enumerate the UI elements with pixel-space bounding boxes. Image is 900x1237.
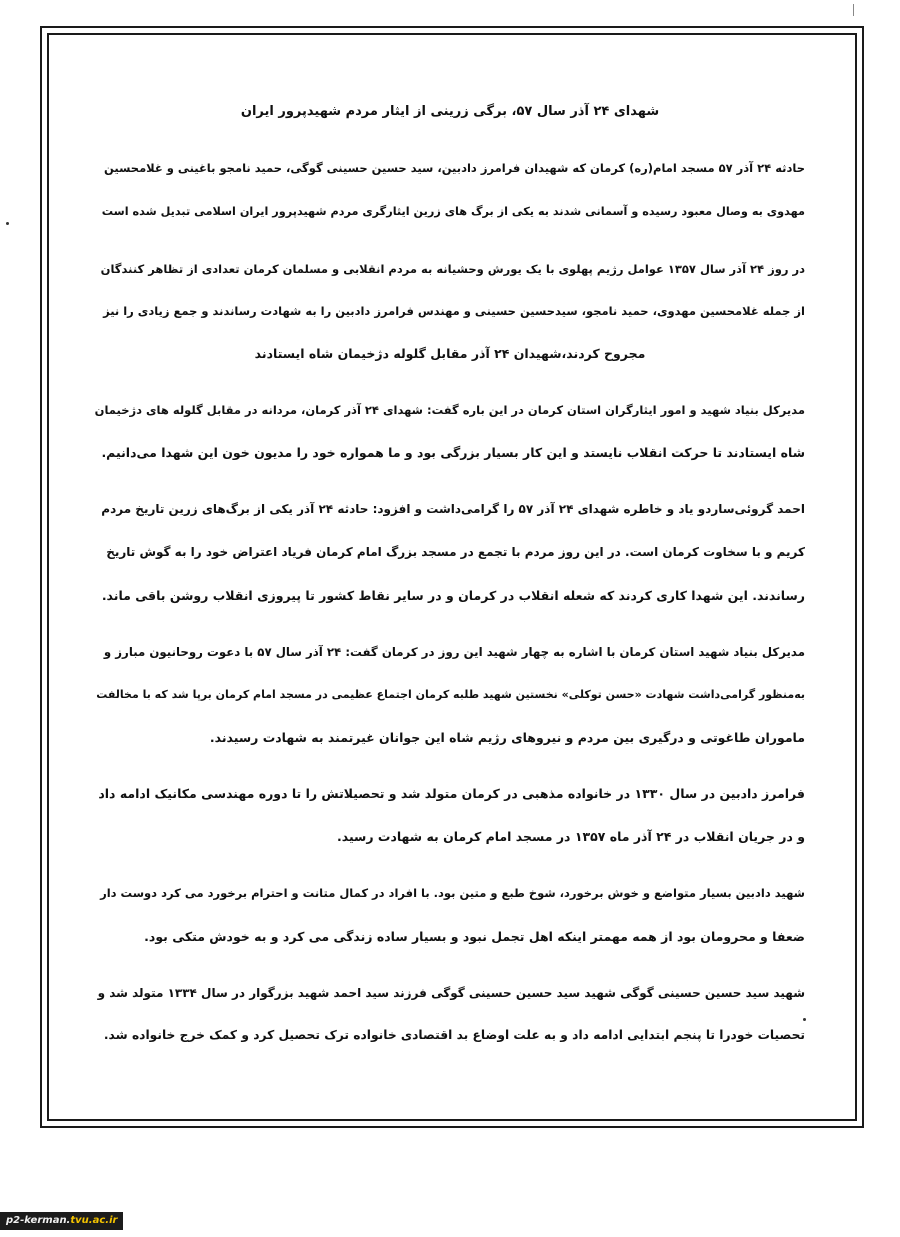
paragraph-line: شهید دادبین بسیار متواضع و خوش برخورد، شوخ طبع و متین بود. با افراد در کمال متانت و احترام برخورد می کرد دوست دار	[100, 886, 805, 900]
page-frame-inner	[47, 33, 857, 1121]
scan-mark	[853, 4, 860, 16]
paragraph-line: احمد گروئی‌ساردو یاد و خاطره شهدای ۲۴ آذر ۵۷ را گرامی‌داشت و افزود: حادثه ۲۴ آذر یکی از برگ‌های زرین تاریخ مردم	[101, 502, 805, 516]
paragraph-line: مدیرکل بنیاد شهید استان کرمان با اشاره به چهار شهید این روز در کرمان گفت: ۲۴ آذر سال ۵۷ با دعوت روحانیون مبارز و	[103, 645, 805, 659]
paragraph-line: شهید سید حسین حسینی گوگی شهید سید حسین حسینی گوگی فرزند سید احمد شهید بزرگوار در سال ۱۳۳۴ متولد شد و	[97, 986, 805, 1000]
paragraph-line: از جمله غلامحسین مهدوی، حمید نامجو، سیدحسین حسینی و مهندس فرامرز دادبین را به شهادت رساندند و جمع زیادی را نیز	[103, 304, 805, 318]
paragraph-line: کریم و با سخاوت کرمان است. در این روز مردم با تجمع در مسجد بزرگ امام کرمان فریاد اعتراض خود را به گوش تاریخ	[106, 545, 805, 559]
scan-speck	[6, 222, 9, 225]
paragraph-line: شاه ایستادند تا حرکت انقلاب نایستد و این کار بسیار بزرگی بود و ما همواره خود را مدیون خون این شهدا می‌دانیم.	[101, 445, 805, 460]
site-domain: tvu.ac.ir	[70, 1215, 118, 1226]
paragraph-line: به‌منظور گرامی‌داشت شهادت «حسن توکلی» نخستین شهید طلبه کرمان اجتماع عظیمی در مسجد امام کرمان برپا شد که با مخالفت	[96, 688, 805, 701]
paragraph-line: و در جریان انقلاب در ۲۴ آذر ماه ۱۳۵۷ در مسجد امام کرمان به شهادت رسید.	[336, 829, 805, 844]
paragraph-line: مجروح کردند،شهیدان ۲۴ آذر مقابل گلوله دژخیمان شاه ایستادند	[254, 346, 646, 361]
paragraph-line: فرامرز دادبین در سال ۱۳۳۰ در خانواده مذهبی در کرمان متولد شد و تحصیلاتش را تا دوره مهندسی مکانیک ادامه داد	[98, 786, 805, 801]
paragraph-line: مهدوی به وصال معبود رسیده و آسمانی شدند به یکی از برگ های زرین ایثارگری مردم شهیدپرور ایران اسلامی تبدیل شده است	[101, 205, 805, 218]
site-watermark	[0, 1212, 123, 1230]
paragraph-line: ضعفا و محرومان بود از همه مهمتر اینکه اهل تجمل نبود و بسیار ساده زندگی می کرد و به خودش متکی بود.	[144, 929, 805, 944]
site-prefix: p2-kerman.	[6, 1215, 71, 1226]
document-title: شهدای ۲۴ آذر سال ۵۷، برگی زرینی از ایثار مردم شهیدپرور ایران	[240, 104, 660, 119]
paragraph-line: مدیرکل بنیاد شهید و امور ایثارگران استان کرمان در این باره گفت: شهدای ۲۴ آذر کرمان، مردانه در مقابل گلوله های دژخیمان	[94, 403, 805, 417]
paragraph-line: تحصیات خودرا تا پنجم ابتدایی ادامه داد و به علت اوضاع بد اقتصادی خانواده ترک تحصیل کرد و کمک خرج خانواده شد.	[103, 1028, 805, 1042]
paragraph-line: در روز ۲۴ آذر سال ۱۳۵۷ عوامل رژیم پهلوی با یک یورش وحشیانه به مردم انقلابی و مسلمان کرمان تعدادی از تظاهر کنندگان	[100, 262, 805, 276]
paragraph-line: ماموران طاغوتی و درگیری بین مردم و نیروهای رژیم شاه این جوانان غیرتمند به شهادت رسیدند.	[209, 730, 805, 745]
paragraph-line: حادثه ۲۴ آذر ۵۷ مسجد امام(ره) کرمان که شهیدان فرامرز دادبین، سید حسین حسینی گوگی، حمید نامجو باغینی و غلامحسین	[104, 161, 805, 175]
paragraph-line: رساندند. این شهدا کاری کردند که شعله انقلاب در کرمان و در سایر نقاط کشور تا پیروزی انقلاب روشن باقی ماند.	[101, 588, 805, 603]
